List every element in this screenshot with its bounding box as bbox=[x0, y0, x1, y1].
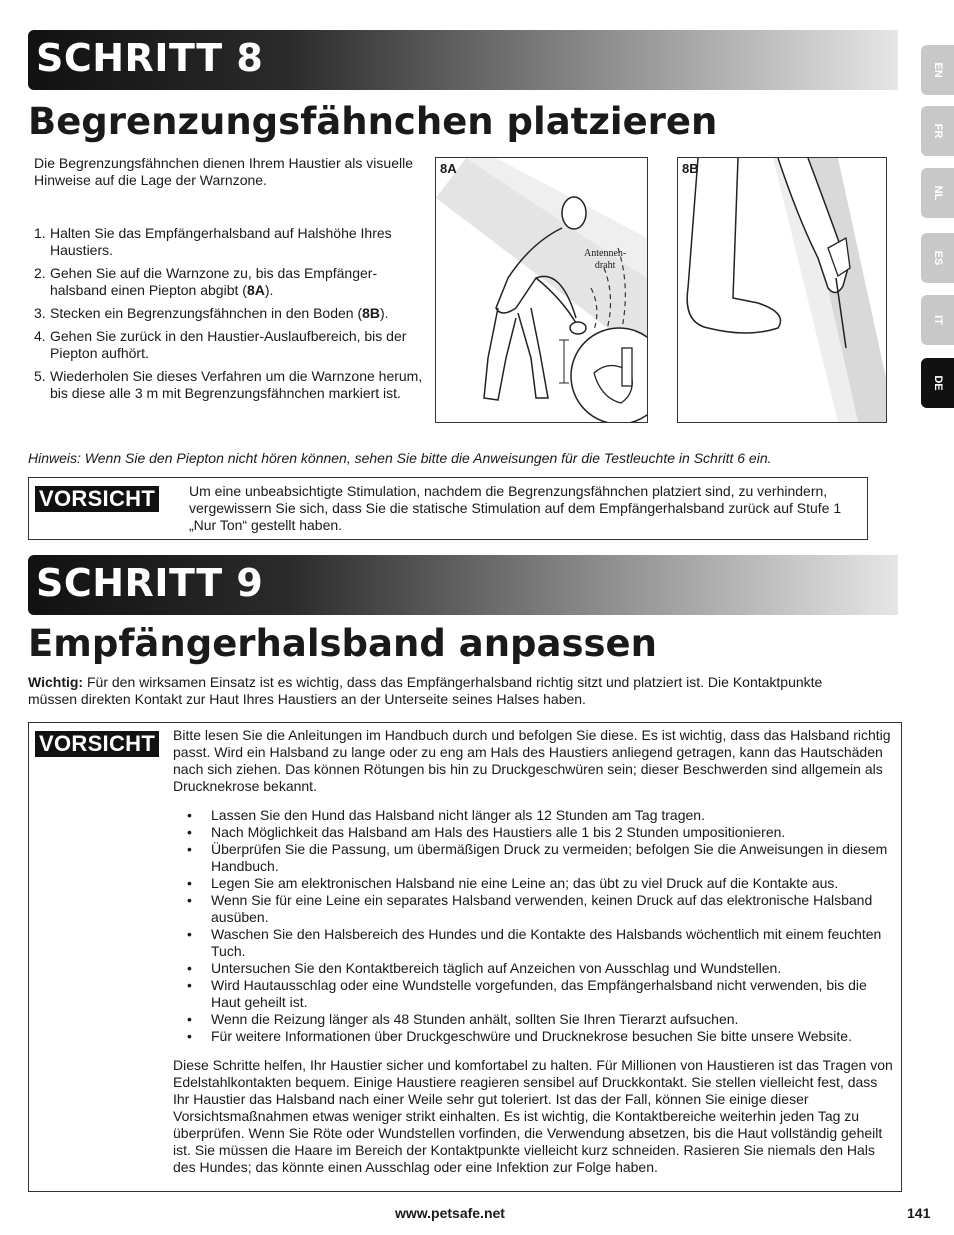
flag-placement-illustration bbox=[678, 158, 886, 422]
list-item: • Wird Hautausschlag oder eine Wundstelle vorgefunden, das Empfängerhalsband nicht verwenden, bis die Haut geheilt ist. bbox=[187, 977, 867, 1010]
page-number: 141 bbox=[907, 1205, 931, 1221]
instruction-item: 1. Halten Sie das Empfängerhalsband auf Halshöhe Ihres Haustiers. bbox=[34, 225, 392, 258]
person-holding-collar-illustration bbox=[436, 158, 647, 422]
instruction-item: 3. Stecken ein Begrenzungsfähnchen in den Boden (8B). bbox=[34, 305, 389, 321]
step9-important-paragraph: Wichtig: Für den wirksamen Einsatz ist es wichtig, dass das Empfängerhalsband richtig sitzt und platziert ist. Die Kontaktpunkte müssen direkten Kontakt zur Haut Ihres Haustiers an der Unterseite seines Halses haben. bbox=[28, 674, 823, 707]
step9-banner bbox=[28, 555, 898, 615]
list-item: • Wenn die Reizung länger als 48 Stunden anhält, sollten Sie Ihren Tierarzt aufsuchen. bbox=[187, 1011, 739, 1027]
step8-caution-box bbox=[28, 477, 868, 540]
language-tab-nl[interactable]: NL bbox=[921, 168, 954, 218]
step8-caution-text: Um eine unbeabsichtigte Stimulation, nachdem die Begrenzungsfähnchen platziert sind, zu verhindern, vergewissern Sie sich, dass Sie die statische Stimulation auf dem Empfängerhalsband zurück auf Stufe 1 „Nur Ton“ gestellt haben. bbox=[189, 483, 842, 533]
step8-note: Hinweis: Wenn Sie den Piepton nicht hören können, sehen Sie bitte die Anweisungen für die Testleuchte in Schritt 6 ein. bbox=[28, 450, 772, 466]
list-item: • Wenn Sie für eine Leine ein separates Halsband verwenden, keinen Druck auf das elektronische Halsband ausüben. bbox=[187, 892, 873, 925]
caution-badge: VORSICHT bbox=[35, 486, 159, 512]
caution-outro: Diese Schritte helfen, Ihr Haustier sicher und komfortabel zu halten. Für Millionen von Haustieren ist das Tragen von Edelstahlkontakten bequem. Einige Haustiere reagieren sensibel auf Druckkontakt. Sie stellen vielleicht fest, dass Ihr Haustier das Halsband nach einer Weile sehr gut toleriert. Ist das der Fall, können Sie einige dieser Vorsichtsmaßnahmen etwas weniger strikt einhalten. Es ist wichtig, die Kontaktbereiche weiterhin jeden Tag zu überprüfen. Wenn Sie Röte oder Wundstellen vorfinden, die Verwendung absetzen, bis die Haut vollständig geheilt ist. Sie müssen die Haare im Bereich der Kontaktpunkte vielleicht kurz schneiden. Rasieren Sie niemals den Hals des Hundes; das könnte einen Ausschlag oder eine Infektion zur Folge haben. bbox=[173, 1057, 893, 1175]
footer-website-link[interactable]: www.petsafe.net bbox=[395, 1205, 505, 1221]
figure-8a bbox=[435, 157, 648, 423]
figure-8b-label: 8B bbox=[682, 161, 699, 176]
language-tab-en[interactable]: EN bbox=[921, 45, 954, 95]
instruction-item: 2. Gehen Sie auf die Warnzone zu, bis das Empfänger-halsband einen Piepton abgibt (8A). bbox=[34, 265, 378, 298]
figure-8a-label: 8A bbox=[440, 161, 457, 176]
list-item: • Untersuchen Sie den Kontaktbereich täglich auf Anzeichen von Ausschlag und Wundstellen. bbox=[187, 960, 782, 976]
step9-banner-text: SCHRITT 9 bbox=[36, 561, 264, 605]
antenna-wire-label: Antennen- draht bbox=[584, 248, 627, 271]
language-tab-fr[interactable]: FR bbox=[921, 106, 954, 156]
language-tab-es[interactable]: ES bbox=[921, 233, 954, 283]
figure-ref-8a: 8A bbox=[246, 282, 265, 298]
step8-banner-text: SCHRITT 8 bbox=[36, 36, 264, 80]
caution-bullet-list bbox=[173, 807, 895, 1045]
caution-intro: Bitte lesen Sie die Anleitungen im Handbuch durch und befolgen Sie diese. Es ist wichtig, dass das Halsband richtig passt. Wird ein Halsband zu lange oder zu eng am Hals des Haustiers anliegend getragen, kann das Hautschäden nach sich ziehen. Das können Rötungen bis hin zu Druckgeschwüren sein; dieser Beschwerden sind allgemein als Drucknekrose bekannt. bbox=[173, 727, 891, 794]
step8-title: Begrenzungsfähnchen platzieren bbox=[28, 100, 718, 143]
instruction-item: 4. Gehen Sie zurück in den Haustier-Auslaufbereich, bis der Piepton aufhört. bbox=[34, 328, 407, 361]
step9-title: Empfängerhalsband anpassen bbox=[28, 622, 657, 665]
list-item: • Nach Möglichkeit das Halsband am Hals des Haustiers alle 1 bis 2 Stunden umpositionieren. bbox=[187, 824, 786, 840]
caution-badge: VORSICHT bbox=[35, 731, 159, 757]
list-item: • Waschen Sie den Halsbereich des Hundes und die Kontakte des Halsbands wöchentlich mit einem feuchten Tuch. bbox=[187, 926, 882, 959]
list-item: • Überprüfen Sie die Passung, um übermäßigen Druck zu vermeiden; befolgen Sie die Anweisungen in diesem Handbuch. bbox=[187, 841, 888, 874]
list-item: • Für weitere Informationen über Druckgeschwüre und Drucknekrose besuchen Sie bitte unsere Website. bbox=[187, 1028, 852, 1044]
step8-intro: Die Begrenzungsfähnchen dienen Ihrem Haustier als visuelle Hinweise auf die Lage der Warnzone. bbox=[34, 155, 413, 188]
list-item: • Lassen Sie den Hund das Halsband nicht länger als 12 Stunden am Tag tragen. bbox=[187, 807, 705, 823]
list-item: • Legen Sie am elektronischen Halsband nie eine Leine an; das übt zu viel Druck auf die Kontakte aus. bbox=[187, 875, 839, 891]
step8-instructions bbox=[34, 225, 424, 408]
figure-ref-8b: 8B bbox=[362, 305, 381, 321]
language-tab-it[interactable]: IT bbox=[921, 295, 954, 345]
figure-8b bbox=[677, 157, 887, 423]
language-tab-de[interactable]: DE bbox=[921, 358, 954, 408]
step8-banner bbox=[28, 30, 898, 90]
important-label: Wichtig: bbox=[28, 674, 84, 690]
step9-caution-content bbox=[173, 727, 895, 1176]
step9-caution-box bbox=[28, 722, 902, 1192]
instruction-item: 5. Wiederholen Sie dieses Verfahren um die Warnzone herum, bis diese alle 3 m mit Begrenzungsfähnchen markiert ist. bbox=[34, 368, 423, 401]
